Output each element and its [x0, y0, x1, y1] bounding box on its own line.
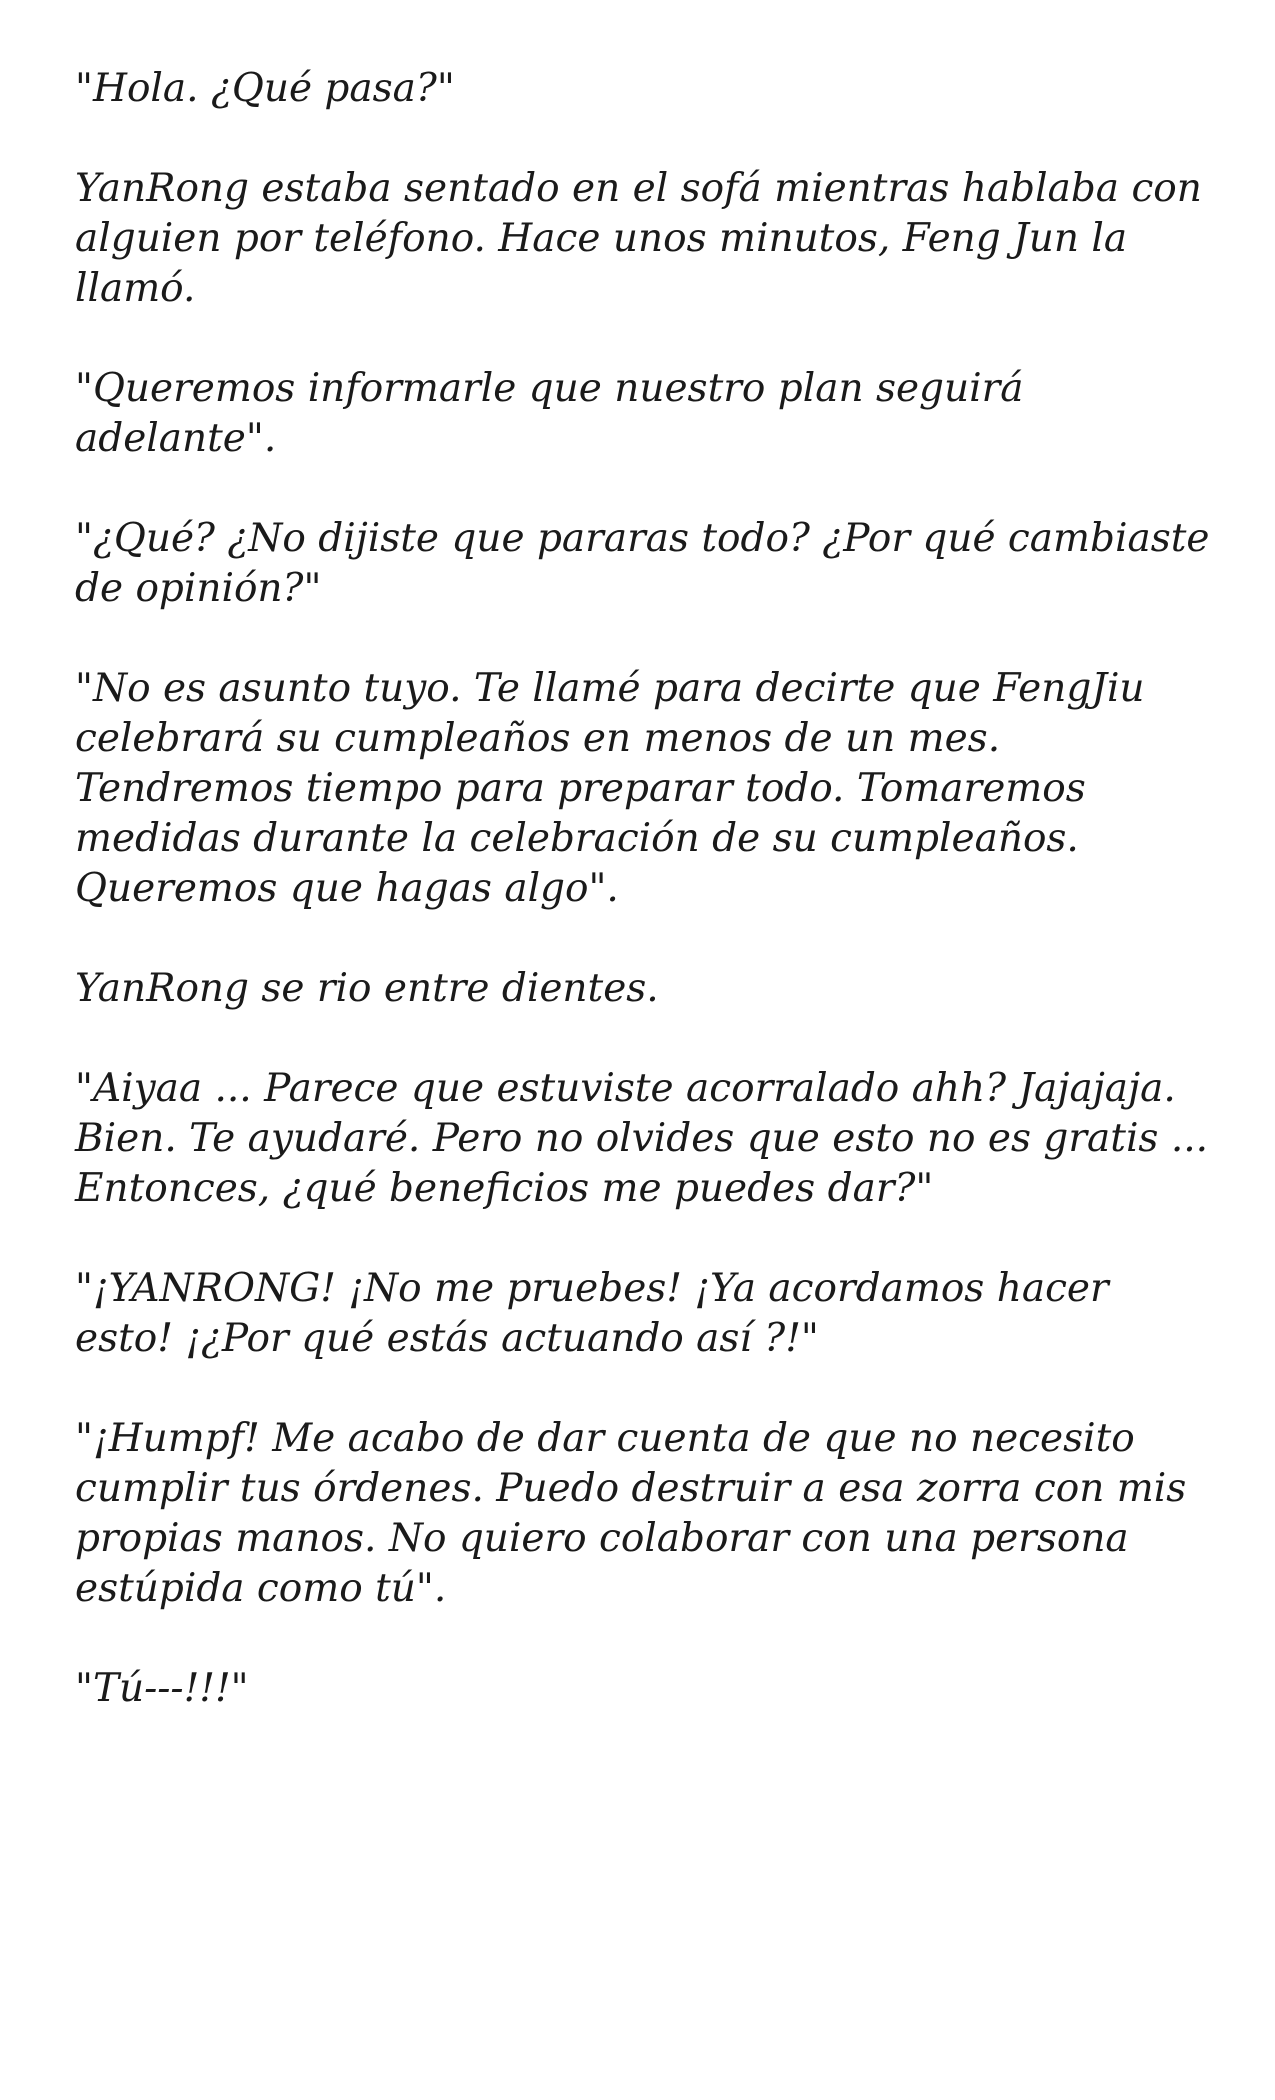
paragraph-narration-chuckle: YanRong se rio entre dientes. — [75, 966, 659, 1011]
story-text — [75, 64, 1215, 1764]
paragraph-greeting: "Hola. ¿Qué pasa?" — [75, 66, 455, 111]
paragraph-humpf: "¡Humpf! Me acabo de dar cuenta de que no necesito cumplir tus órdenes. Puedo destruir a esa zorra con mis propias manos. No quiero colaborar con una persona estúpida como tú". — [75, 1416, 1187, 1611]
paragraph-benefits: "Aiyaa ... Parece que estuviste acorralado ahh? Jajajaja. Bien. Te ayudaré. Pero no olvides que esto no es gratis ... Entonces, ¿qué beneficios me puedes dar?" — [75, 1066, 1209, 1211]
paragraph-yanrong-shout: "¡YANRONG! ¡No me pruebes! ¡Ya acordamos hacer esto! ¡¿Por qué estás actuando así ?!" — [75, 1266, 1109, 1361]
paragraph-tu: "Tú---!!!" — [75, 1666, 249, 1711]
paragraph-plan-continues: "Queremos informarle que nuestro plan seguirá adelante". — [75, 366, 1024, 461]
paragraph-changed-mind: "¿Qué? ¿No dijiste que pararas todo? ¿Por qué cambiaste de opinión?" — [75, 516, 1210, 611]
paragraph-narration-phone-call: YanRong estaba sentado en el sofá mientras hablaba con alguien por teléfono. Hace unos minutos, Feng Jun la llamó. — [75, 166, 1202, 311]
paragraph-birthday-plan: "No es asunto tuyo. Te llamé para decirte que FengJiu celebrará su cumpleaños en menos de un mes. Tendremos tiempo para preparar todo. Tomaremos medidas durante la celebración de su cumpleaños. Queremos que hagas algo". — [75, 666, 1145, 911]
